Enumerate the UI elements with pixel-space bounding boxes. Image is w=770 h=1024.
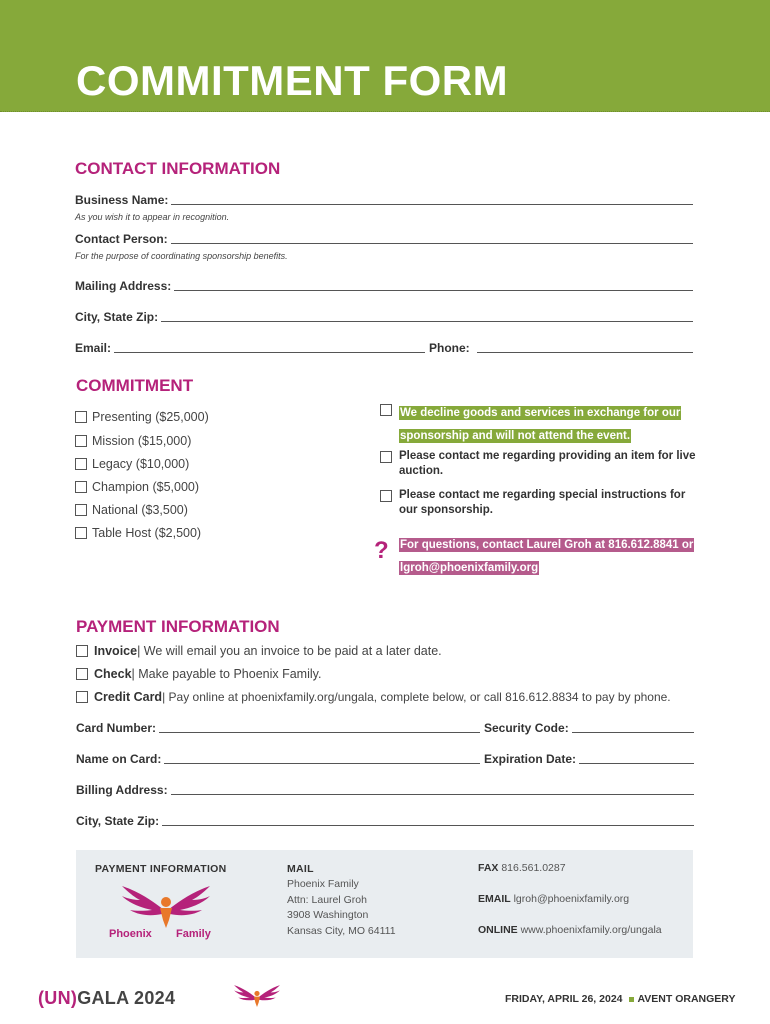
logo-text-right: Family <box>176 928 211 940</box>
header-banner <box>0 0 770 112</box>
checkbox[interactable] <box>380 451 392 463</box>
event-date: FRIDAY, APRIL 26, 2024 <box>505 993 623 1005</box>
phone-field[interactable] <box>429 341 693 355</box>
card-number-label: Card Number: <box>76 721 157 735</box>
business-name-field[interactable] <box>75 193 693 207</box>
checkbox[interactable] <box>75 527 87 539</box>
checkbox[interactable] <box>380 490 392 502</box>
checkbox[interactable] <box>75 481 87 493</box>
level-champion[interactable]: Champion ($5,000) <box>75 480 199 494</box>
phoenix-logo-icon <box>118 880 214 930</box>
checkbox[interactable] <box>76 668 88 680</box>
phone-label: Phone: <box>429 341 470 355</box>
question-mark-icon: ? <box>374 537 389 564</box>
level-national[interactable]: National ($3,500) <box>75 503 188 517</box>
email-line: EMAIL lgroh@phoenixfamily.org <box>478 893 630 905</box>
checkbox[interactable] <box>75 504 87 516</box>
level-presenting[interactable]: Presenting ($25,000) <box>75 410 209 424</box>
separator-square-icon <box>629 997 634 1002</box>
business-name-hint: As you wish it to appear in recognition. <box>75 212 230 222</box>
phoenix-footer-logo-icon <box>232 980 282 1010</box>
payment-invoice-option[interactable]: Invoice | We will email you an invoice to be paid at a later date. <box>76 644 442 658</box>
special-instructions-text: Please contact me regarding special instructions for our sponsorship. <box>399 489 686 516</box>
level-table-host[interactable]: Table Host ($2,500) <box>75 526 201 540</box>
billing-city-field[interactable] <box>76 814 694 828</box>
payment-credit-option[interactable]: Credit Card | Pay online at phoenixfamily.org/ungala, complete below, or call 816.612.8834 to pay by phone. <box>76 690 671 704</box>
mail-address: Phoenix Family Attn: Laurel Groh 3908 Washington Kansas City, MO 64111 <box>287 878 396 937</box>
email-field[interactable] <box>75 341 425 355</box>
expiration-date-label: Expiration Date: <box>484 752 577 766</box>
city-state-zip-field[interactable] <box>75 310 693 324</box>
event-venue: AVENT ORANGERY <box>637 993 736 1005</box>
checkbox[interactable] <box>75 411 87 423</box>
name-on-card-field[interactable] <box>76 752 480 766</box>
contact-person-label: Contact Person: <box>75 232 168 246</box>
level-mission[interactable]: Mission ($15,000) <box>75 434 191 448</box>
card-number-field[interactable] <box>76 721 480 735</box>
decline-option[interactable] <box>380 402 700 448</box>
event-details <box>505 993 736 1005</box>
info-box-heading: PAYMENT INFORMATION <box>95 863 227 875</box>
contact-person-field[interactable] <box>75 232 693 246</box>
online-line: ONLINE www.phoenixfamily.org/ungala <box>478 924 662 936</box>
logo-text-left: Phoenix <box>109 928 152 940</box>
expiration-date-field[interactable] <box>484 752 694 766</box>
checkbox[interactable] <box>76 645 88 657</box>
contact-person-hint: For the purpose of coordinating sponsorship benefits. <box>75 251 288 261</box>
business-name-label: Business Name: <box>75 193 169 207</box>
email-label: Email: <box>75 341 112 355</box>
payment-section-title: PAYMENT INFORMATION <box>76 617 280 636</box>
auction-text: Please contact me regarding providing an item for live auction. <box>399 450 696 477</box>
mail-heading: MAIL <box>287 863 314 875</box>
name-on-card-label: Name on Card: <box>76 752 162 766</box>
mailing-address-label: Mailing Address: <box>75 279 172 293</box>
gala-title: (UN)GALA 2024 <box>38 988 176 1008</box>
checkbox[interactable] <box>76 691 88 703</box>
level-legacy[interactable]: Legacy ($10,000) <box>75 457 189 471</box>
payment-info-box <box>76 850 693 958</box>
checkbox[interactable] <box>75 458 87 470</box>
billing-address-field[interactable] <box>76 783 694 797</box>
questions-contact-text: For questions, contact Laurel Groh at 816.612.8841 or lgroh@phoenixfamily.org <box>400 539 694 574</box>
mailing-address-field[interactable] <box>75 279 693 293</box>
fax-line: FAX 816.561.0287 <box>478 862 566 874</box>
decline-text: We decline goods and services in exchange for our sponsorship and will not attend the event. <box>400 407 681 442</box>
auction-option[interactable] <box>380 449 700 479</box>
contact-section-title: CONTACT INFORMATION <box>75 159 281 178</box>
checkbox[interactable] <box>75 435 87 447</box>
security-code-label: Security Code: <box>484 721 569 735</box>
checkbox[interactable] <box>380 404 392 416</box>
security-code-field[interactable] <box>484 721 694 735</box>
payment-check-option[interactable]: Check | Make payable to Phoenix Family. <box>76 667 321 681</box>
commitment-section-title: COMMITMENT <box>76 376 194 395</box>
special-instructions-option[interactable] <box>380 488 700 518</box>
billing-city-label: City, State Zip: <box>76 814 160 828</box>
city-state-zip-label: City, State Zip: <box>75 310 159 324</box>
page-title: COMMITMENT FORM <box>76 57 509 104</box>
billing-address-label: Billing Address: <box>76 783 168 797</box>
